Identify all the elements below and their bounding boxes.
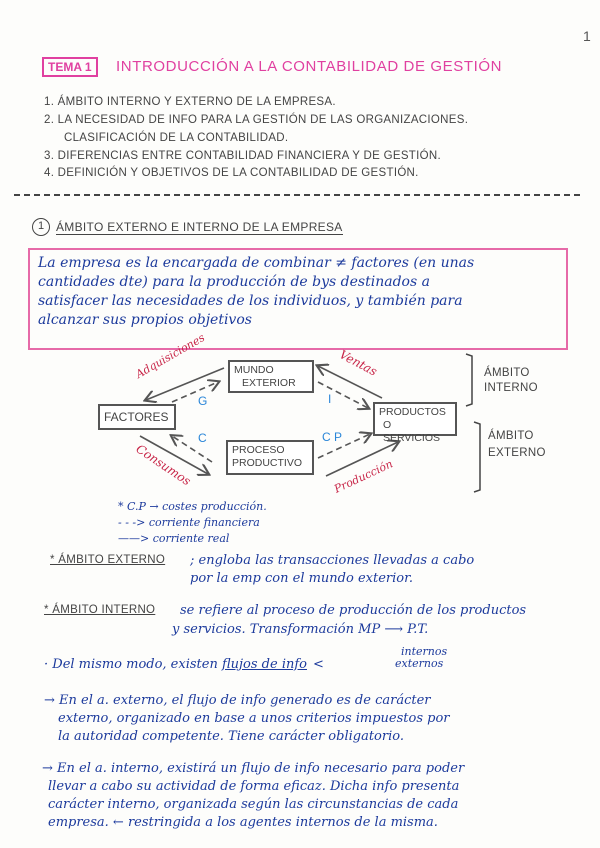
- note-line: y servicios. Transformación MP ⟶ P.T.: [172, 622, 429, 637]
- index-item: 1. ÁMBITO INTERNO Y EXTERNO DE LA EMPRESA.: [44, 96, 336, 108]
- node-label: EXTERIOR: [242, 377, 296, 389]
- flujos-line: · Del mismo modo, existen flujos de info <: [44, 657, 324, 672]
- definition-line: satisfacer las necesidades de los individuos, y también para: [38, 293, 463, 309]
- node-label: O SERVICIOS: [383, 419, 440, 444]
- legend-item: - - -> corriente financiera: [118, 516, 260, 529]
- title-tag: TEMA 1: [42, 57, 98, 77]
- definition-line: cantidades dte) para la producción de bys destinados a: [38, 274, 430, 290]
- node-productos-servicios: [373, 402, 457, 444]
- arrow-i: [318, 382, 368, 408]
- node-label: PRODUCTOS: [379, 406, 446, 418]
- label-c: C: [198, 431, 207, 445]
- node-label: PROCESO: [232, 444, 285, 456]
- label-adquisiciones: Adquisiciones: [133, 331, 207, 381]
- note-line: la autoridad competente. Tiene carácter obligatorio.: [58, 729, 404, 744]
- note-line: ; engloba las transacciones llevadas a cabo: [190, 553, 475, 568]
- node-label: PRODUCTIVO: [232, 457, 303, 469]
- interno-label: * ÁMBITO INTERNO: [44, 604, 156, 616]
- externo-label: * ÁMBITO EXTERNO: [50, 554, 166, 566]
- definition-line: alcanzar sus propios objetivos: [38, 312, 252, 328]
- node-label: MUNDO: [234, 364, 274, 376]
- section-number: 1: [32, 218, 50, 236]
- note-line: → En el a. interno, existirá un flujo de info necesario para poder: [42, 761, 465, 776]
- label-i: I: [328, 392, 332, 406]
- index-item: CLASIFICACIÓN DE LA CONTABILIDAD.: [64, 132, 289, 144]
- page-title: INTRODUCCIÓN A LA CONTABILIDAD DE GESTIÓN: [116, 58, 503, 75]
- bracket-externo: [474, 422, 480, 492]
- index-item: 4. DEFINICIÓN Y OBJETIVOS DE LA CONTABILIDAD DE GESTIÓN.: [44, 167, 419, 179]
- label-consumos: Consumos: [133, 441, 194, 489]
- label-ambito-interno: ÁMBITO INTERNO: [484, 367, 538, 394]
- definition-line: La empresa es la encargada de combinar ≠ factores (en unas: [38, 255, 475, 271]
- label-produccion: Producción: [332, 457, 395, 496]
- note-line: carácter interno, organizada según las circunstancias de cada: [48, 797, 459, 812]
- arrow-g: [172, 382, 218, 402]
- legend-item: * C.P → costes producción.: [118, 500, 267, 513]
- label-cp: C P: [322, 430, 343, 444]
- node-mundo-exterior: [228, 360, 314, 393]
- note-line: llevar a cabo su actividad de forma eficaz. Dicha info presenta: [48, 779, 460, 794]
- note-line: por la emp con el mundo exterior.: [190, 571, 414, 586]
- page-number: 1: [583, 28, 591, 44]
- index-item: 3. DIFERENCIAS ENTRE CONTABILIDAD FINANCIERA Y DE GESTIÓN.: [44, 150, 441, 162]
- label-g: G: [198, 394, 208, 408]
- node-proceso-productivo: [226, 440, 314, 475]
- node-factores: FACTORES: [98, 404, 176, 430]
- note-line: externo, organizado en base a unos criterios impuestos por: [58, 711, 450, 726]
- label-ambito-externo: ÁMBITO EXTERNO: [488, 430, 546, 459]
- index-item: 2. LA NECESIDAD DE INFO PARA LA GESTIÓN DE LAS ORGANIZACIONES.: [44, 114, 469, 126]
- legend-item: ——> corriente real: [118, 532, 230, 545]
- label-ventas: Ventas: [337, 347, 380, 379]
- bracket-interno: [466, 354, 472, 406]
- section-title: ÁMBITO EXTERNO E INTERNO DE LA EMPRESA: [56, 220, 343, 234]
- flujos-branch: internos externos: [395, 645, 448, 670]
- note-line: se refiere al proceso de producción de los productos: [180, 603, 527, 618]
- note-line: empresa. ← restringida a los agentes internos de la misma.: [48, 815, 438, 830]
- note-line: → En el a. externo, el flujo de info generado es de carácter: [44, 693, 431, 708]
